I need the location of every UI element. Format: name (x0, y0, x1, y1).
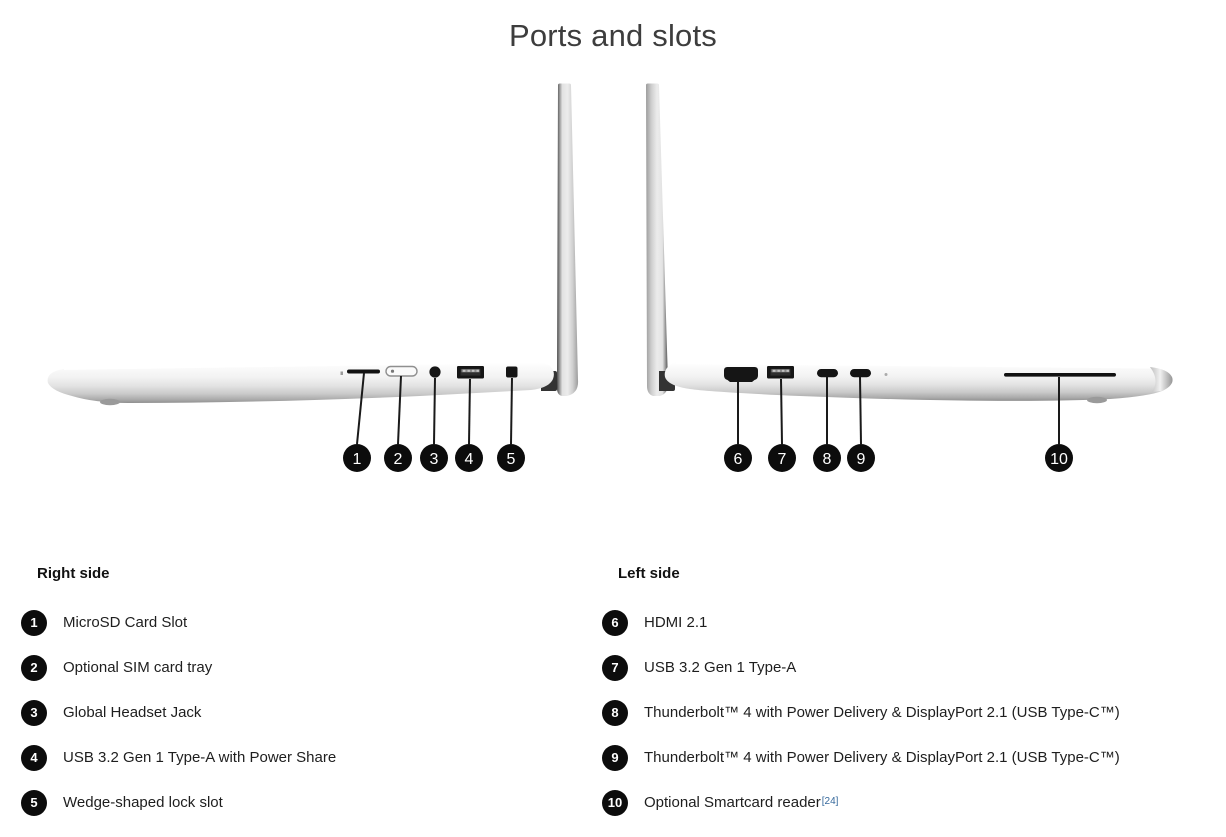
laptop-right-side-view (48, 84, 578, 473)
list-item (602, 645, 1192, 690)
list-item (602, 600, 1192, 645)
callout-number: 3 (429, 451, 439, 468)
port-label: USB 3.2 Gen 1 Type-A with Power Share (63, 749, 337, 766)
callout-number: 7 (777, 451, 787, 468)
hdmi-port (724, 367, 758, 382)
legend-left-side (602, 565, 1192, 825)
footnote-link[interactable]: [24] (821, 796, 839, 807)
sim-tray-pinhole (391, 370, 394, 373)
microsd-mark (341, 372, 344, 376)
callout-number: 8 (822, 451, 832, 468)
port-label: MicroSD Card Slot (63, 614, 188, 631)
port-label: Optional Smartcard reader (644, 794, 821, 811)
wedge-lock-slot (506, 367, 518, 378)
port-label: Thunderbolt™ 4 with Power Delivery & DisplayPort 2.1 (USB Type-C™) (644, 749, 1120, 766)
laptop-lid (557, 84, 578, 397)
callout-badge: 7 (602, 655, 628, 681)
list-item (602, 690, 1192, 735)
legend-rows-right (21, 600, 561, 825)
usb-c-port-2 (850, 369, 871, 377)
list-item (602, 780, 1192, 825)
callout-badge: 2 (21, 655, 47, 681)
laptop-foot (1087, 397, 1107, 403)
smartcard-slot (1004, 373, 1116, 377)
callout-number: 1 (352, 451, 362, 468)
list-item (21, 690, 561, 735)
callout-number: 4 (464, 451, 474, 468)
callout-badge: 9 (602, 745, 628, 771)
laptop-left-side-view (646, 84, 1173, 473)
port-label: Wedge-shaped lock slot (63, 794, 223, 811)
callout-badge: 4 (21, 745, 47, 771)
callout-number: 10 (1050, 451, 1068, 468)
list-item (21, 735, 561, 780)
sim-card-tray (386, 367, 417, 377)
usb-a-port-left (767, 366, 794, 379)
callout-badge: 6 (602, 610, 628, 636)
list-item (602, 735, 1192, 780)
callout-number: 2 (393, 451, 403, 468)
list-item (21, 645, 561, 690)
callout-badge: 5 (21, 790, 47, 816)
laptop-lid (646, 84, 668, 397)
usb-c-port-1 (817, 369, 838, 377)
headset-jack (429, 366, 440, 377)
port-label: USB 3.2 Gen 1 Type-A (644, 659, 797, 676)
callout-badge: 10 (602, 790, 628, 816)
legend-heading-left: Left side (618, 565, 680, 582)
legend-heading-right: Right side (37, 565, 110, 582)
list-item (21, 780, 561, 825)
port-label: Optional SIM card tray (63, 659, 213, 676)
laptop-foot (100, 399, 120, 405)
callouts-left-view (724, 444, 1073, 472)
callout-badge: 8 (602, 700, 628, 726)
legend-rows-left (602, 600, 1192, 825)
port-label: Thunderbolt™ 4 with Power Delivery & DisplayPort 2.1 (USB Type-C™) (644, 704, 1120, 721)
list-item (21, 600, 561, 645)
page-title: Ports and slots (508, 18, 718, 53)
callout-number: 5 (506, 451, 516, 468)
port-label: Global Headset Jack (63, 704, 202, 721)
callouts-right-view (343, 444, 525, 472)
callout-badge: 1 (21, 610, 47, 636)
usb-a-port-right (457, 366, 484, 379)
legend-right-side (21, 565, 561, 825)
status-led (885, 373, 888, 376)
callout-number: 6 (733, 451, 743, 468)
port-label: HDMI 2.1 (644, 614, 708, 631)
callout-badge: 3 (21, 700, 47, 726)
callout-number: 9 (856, 451, 866, 468)
microsd-slot (347, 370, 380, 374)
